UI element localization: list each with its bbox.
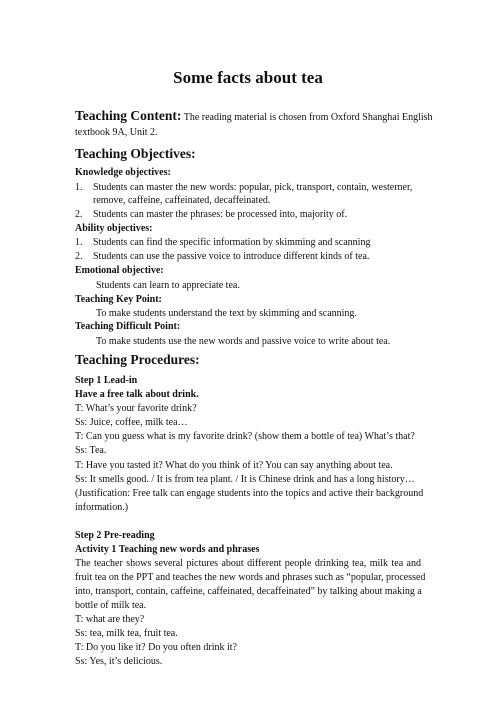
teaching-content-heading: Teaching Content:	[75, 108, 182, 123]
knowledge-item-text: Students can master the phrases: be processed into, majority of.	[93, 209, 348, 220]
dialogue-line: Ss: Yes, it’s delicious.	[75, 656, 163, 667]
justification-line: (Justification: Free talk can engage students into the topics and active their background	[75, 488, 424, 499]
ability-item-text: Students can use the passive voice to introduce different kinds of tea.	[93, 251, 370, 262]
dialogue-line: T: What’s your favorite drink?	[75, 403, 197, 414]
knowledge-item-number: 1.	[75, 182, 83, 193]
key-point-label: Teaching Key Point:	[75, 294, 162, 305]
knowledge-item-text: Students can master the new words: popular, pick, transport, contain, westerner,	[93, 182, 413, 193]
step-2-label: Step 2 Pre-reading	[75, 530, 155, 541]
key-point-text: To make students understand the text by skimming and scanning.	[96, 308, 357, 319]
ability-item-number: 1.	[75, 237, 83, 248]
activity-1-subheading: Activity 1 Teaching new words and phrases	[75, 544, 260, 555]
document-title: Some facts about tea	[173, 68, 323, 87]
difficult-point-text: To make students use the new words and passive voice to write about tea.	[96, 336, 391, 347]
emotional-objective-text: Students can learn to appreciate tea.	[96, 280, 240, 291]
step-1-label: Step 1 Lead-in	[75, 375, 138, 386]
paragraph-line: into, transport, contain, caffeine, caffeinated, decaffeinated” by talking about making a	[75, 586, 422, 597]
dialogue-line: Ss: Juice, coffee, milk tea…	[75, 417, 188, 428]
teaching-objectives-heading: Teaching Objectives:	[75, 146, 196, 161]
paragraph-line: bottle of milk tea.	[75, 600, 147, 611]
dialogue-line: T: Can you guess what is my favorite drink? (show them a bottle of tea) What’s that?	[75, 431, 415, 442]
justification-line: information.)	[75, 502, 129, 513]
ability-objectives-label: Ability objectives:	[75, 223, 153, 234]
ability-item-number: 2.	[75, 251, 83, 262]
dialogue-line: T: Have you tasted it? What do you think of it? You can say anything about tea.	[75, 460, 393, 471]
dialogue-line: Ss: Tea.	[75, 445, 107, 456]
ability-item-text: Students can find the specific information by skimming and scanning	[93, 237, 371, 248]
difficult-point-label: Teaching Difficult Point:	[75, 321, 181, 332]
step-1-subheading: Have a free talk about drink.	[75, 389, 199, 400]
knowledge-objectives-label: Knowledge objectives:	[75, 167, 171, 178]
dialogue-line: T: what are they?	[75, 614, 145, 625]
dialogue-line: Ss: tea, milk tea, fruit tea.	[75, 628, 178, 639]
paragraph-line: fruit tea on the PPT and teaches the new words and phrases such as “popular, processed	[75, 572, 426, 583]
dialogue-line: Ss: It smells good. / It is from tea plant. / It is Chinese drink and has a long history…	[75, 474, 415, 485]
teaching-content-text-cont: textbook 9A, Unit 2.	[75, 127, 158, 138]
paragraph-line: The teacher shows several pictures about different people drinking tea, milk tea and	[75, 558, 421, 569]
knowledge-item-text-cont: remove, caffeine, caffeinated, decaffeinated.	[93, 195, 271, 206]
emotional-objective-label: Emotional objective:	[75, 265, 164, 276]
teaching-procedures-heading: Teaching Procedures:	[75, 352, 200, 367]
teaching-content-text: The reading material is chosen from Oxford Shanghai English	[183, 112, 433, 123]
teaching-content-line	[75, 107, 433, 124]
dialogue-line: T: Do you like it? Do you often drink it?	[75, 642, 237, 653]
knowledge-item-number: 2.	[75, 209, 83, 220]
